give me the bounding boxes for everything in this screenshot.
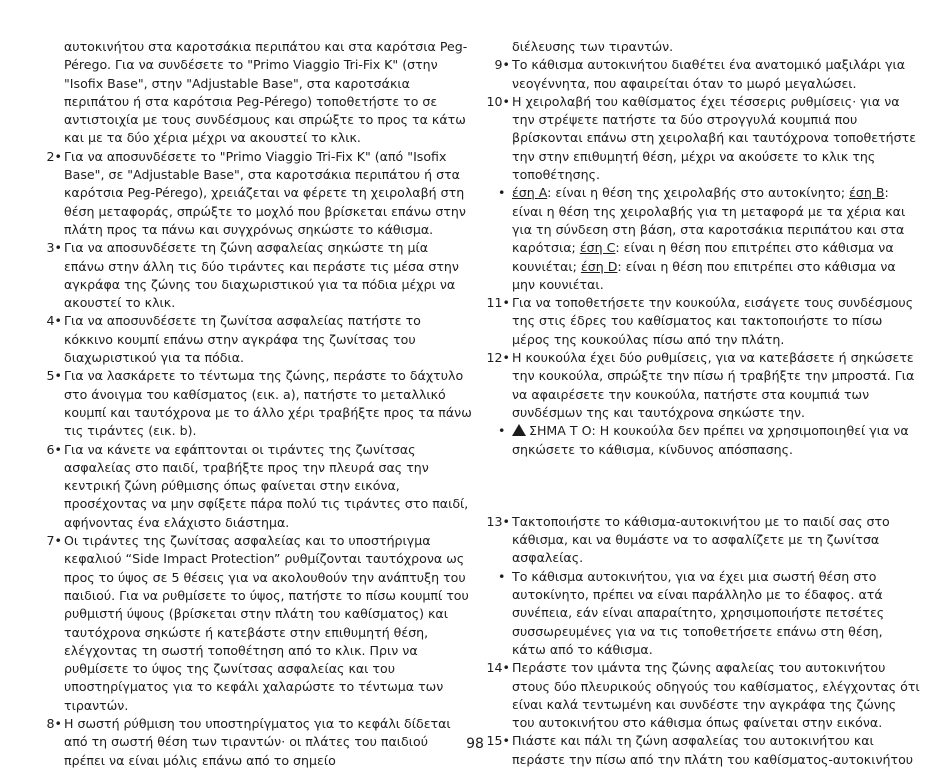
item-text: Για να αποσυνδέσετε το "Primo Viaggio Tri-Fix K" (από "Isofix Base", σε "Adjustable Base", στα καροτσάκια περιπάτου ή στα καρότσια Peg-Pérego), χρειάζεται να φέρετε τη χειρολαβή στη θέση μεταφοράς, σπρώξτε το μοχλό που βρίσκεται επάνω στην πλάτη προς τα πάνω και συγχρόνως σηκώστε το κάθισμα. xyxy=(64,148,466,237)
instruction-1-continued xyxy=(44,38,472,148)
instruction-11 xyxy=(486,294,920,349)
item-number: 12• xyxy=(486,350,510,366)
left-column xyxy=(44,38,472,770)
item-number: 6• xyxy=(46,441,62,457)
instruction-9 xyxy=(492,56,920,93)
item-text: Για να αποσυνδέσετε τη ζώνη ασφαλείας σηκώστε τη μία επάνω στην άλλη τις δύο τιράντες και περάστε τις μέσα στην αγκράφα της ζώνης του διαχωριστικού για τα πόδια μέχρι να ακουστεί το κλικ. xyxy=(64,240,459,311)
item-text: Για να τοποθετήσετε την κουκούλα, εισάγετε τους συνδέσμους της στις έδρες του καθίσματος και τακτοποιήστε το πίσω μέρος της κουκούλας πίσω από την πλάτη. xyxy=(512,295,914,347)
item-text: Πιάστε και πάλι τη ζώνη ασφαλείας του αυτοκινήτου και περάστε την πίσω από την πλάτη του καθίσματος-αυτοκινήτου xyxy=(512,733,914,767)
instruction-12 xyxy=(486,349,920,422)
item-text: Η χειρολαβή του καθίσματος έχει τέσσερις ρυθμίσεις· για να την στρέψετε πατήστε τα δύο στρογγυλά κουμπιά που βρίσκονται επάνω στη χειρολαβή και ταυτόχρονα τοποθετήστε την στην επιθυμητή θέση, μέχρι να ακούσετε το κλικ της τοποθέτησης. xyxy=(512,93,917,183)
page-number: 98 xyxy=(466,736,484,752)
warning-icon xyxy=(512,424,526,436)
position-a-text: : είναι η θέση της χειρολαβής στο αυτοκίνητο; xyxy=(547,185,846,201)
bullet: • xyxy=(498,568,506,584)
instruction-7 xyxy=(44,532,472,715)
instruction-6 xyxy=(44,441,472,532)
item-number: 15• xyxy=(486,733,510,749)
position-b-label: έση B xyxy=(849,185,885,201)
instruction-2 xyxy=(44,148,472,239)
item-number: 3• xyxy=(46,240,62,256)
bullet-text: Το κάθισμα αυτοκινήτου, για να έχει μια σωστή θέση στο αυτοκίνητο, πρέπει να είναι παράλληλο με το έδαφος. ατά συνέπεια, εάν είναι απαραίτητο, χρησιμοποιήστε πετσέτες συσσωρευμένες για να τις τοποθετήσετε επάνω στη θέση, κάτω από το κάθισμα. xyxy=(512,568,885,657)
item-text: Οι τιράντες της ζωνίτσας ασφαλείας και το υποστήριγμα κεφαλιού “Side Impact Protection” ρυθμίζονται ταυτόχρονα ως προς το ύψος σε 5 θέσεις για να ακολουθούν την ανάπτυξη του παιδιού. Για να ρυθμίσετε το ύψος, πατήστε το πίσω κουμπί του ρυθμιστή ύψους (βρίσκεται στην πλάτη του καθίσματος) και ταυτόχρονα σηκώστε ή κατεβάστε στην επιθυμητή θέση, ελέγχοντας τη σωστή τοποθέτηση από το κλικ. Πριν να ρυθμίσετε το ύψος της ζωνίτσας ασφαλείας και του υποστηρίγματος για το κεφάλι χαλαρώστε το τέντωμα των τιραντών. xyxy=(64,533,469,713)
bullet: • xyxy=(498,185,506,201)
item-number: 7• xyxy=(46,533,62,549)
bullet: • xyxy=(498,423,506,439)
item-number: 5• xyxy=(46,368,62,384)
position-d-text: : είναι η θέση που επιτρέπει στο κάθισμα να μην κουνιέται. xyxy=(512,258,896,292)
section-gap xyxy=(492,459,920,513)
item-number: 4• xyxy=(46,313,62,329)
instruction-4 xyxy=(44,312,472,367)
instruction-14 xyxy=(486,659,920,732)
position-c-label: έση C xyxy=(579,240,616,256)
instruction-3 xyxy=(44,239,472,312)
item-text: Το κάθισμα αυτοκινήτου διαθέτει ένα ανατομικό μαξιλάρι για νεογέννητα, που αφαιρείται όταν το μωρό μεγαλώσει. xyxy=(512,57,906,91)
handle-positions-bullet xyxy=(492,184,920,294)
instruction-5 xyxy=(44,367,472,440)
warning-text: Η κουκούλα δεν πρέπει να χρησιμοποιηθεί για να σηκώσετε το κάθισμα, κίνδυνος απόσπασης. xyxy=(512,423,909,457)
item-text: Περάστε τον ιμάντα της ζώνης αφαλείας του αυτοκινήτου στους δύο πλευρικούς οδηγούς του καθίσματος, ελέγχοντας ότι είναι καλά τεντωμένη και συνδέστε την αγκράφα της ζώνης του αυτοκινήτου στο κάθισμα όπως φαίνεται στην εικόνα. xyxy=(512,660,920,731)
paragraph-text: αυτοκινήτου στα καροτσάκια περιπάτου και στα καρότσια Peg-Pérego. Για να συνδέσετε το "Primo Viaggio Tri-Fix K" (στην "Isofix Base", στην "Adjustable Base", στα καροτσάκια περιπάτου ή στα καρότσια Peg-Pérego) τοποθετήστε το σε αντιστοιχία με τους συνδέσμους και σπρώξτε το προς τα κάτω και με τα δύο χέρια μέχρι να ακουστεί το κλικ. xyxy=(64,39,468,146)
position-c-text: : είναι η θέση που επιτρέπει στο κάθισμα να κουνιέται; xyxy=(512,240,894,274)
item-number: 14• xyxy=(486,660,510,676)
instruction-8-continued xyxy=(492,38,920,56)
level-seat-bullet xyxy=(492,568,920,659)
item-text: Τακτοποιήστε το κάθισμα-αυτοκινήτου με το παιδί σας στο κάθισμα, και να θυμάστε να το ασφαλίζετε με τη ζωνίτσα ασφαλείας. xyxy=(512,513,890,566)
item-number: 8• xyxy=(46,715,62,731)
right-column xyxy=(486,38,920,769)
item-number: 10• xyxy=(486,93,510,109)
item-text: Η σωστή ρύθμιση του υποστηρίγματος για το κεφάλι δίδεται από τη σωστή θέση των τιραντών· οι πλάτες του παιδιού πρέπει να είναι μόλις επάνω από το σημείο xyxy=(64,715,451,768)
paragraph-text: διέλευσης των τιραντών. xyxy=(512,39,674,54)
item-number: 11• xyxy=(486,295,510,311)
warning-label: ΣΗΜΑ Τ Ο: xyxy=(529,423,596,439)
instruction-10 xyxy=(486,93,920,184)
item-number: 2• xyxy=(46,148,62,164)
item-text: Για να αποσυνδέσετε τη ζωνίτσα ασφαλείας πατήστε το κόκκινο κουμπί επάνω στην αγκράφα της ζωνίτσας του διαχωριστικού για τα πόδια. xyxy=(64,313,421,366)
item-number: 13• xyxy=(486,513,510,529)
item-text: Για να κάνετε να εφάπτονται οι τιράντες της ζωνίτσας ασφαλείας στο παιδί, τραβήξτε προς την πλευρά σας την κεντρική ζώνη ρύθμισης όπως φαίνεται στην εικόνα, προσέχοντας να μην σφίξετε πάρα πολύ τις τιράντες στο παιδί, αφήνοντας ένα ελάχιστο διάστημα. xyxy=(64,441,469,530)
warning-bullet xyxy=(492,422,920,459)
instruction-13 xyxy=(486,513,920,568)
item-text: Για να λασκάρετε το τέντωμα της ζώνης, περάστε το δάχτυλο στο άνοιγμα του καθίσματος (εικ. a), πατήστε το μεταλλικό κουμπί και ταυτόχρονα με το άλλο χέρι τραβήξτε προς τα πάνω τις τιράντες (εικ. b). xyxy=(64,368,472,439)
item-number: 9• xyxy=(494,57,510,73)
item-text: Η κουκούλα έχει δύο ρυθμίσεις, για να κατεβάσετε ή σηκώσετε την κουκούλα, σπρώξτε την πίσω ή τραβήξτε την μπροστά. Για να αφαιρέσετε την κουκούλα, πατήστε στα κουμπιά των συνδέσμων της και ταυτόχρονα σηκώστε την. xyxy=(512,350,915,420)
position-a-label: έση A xyxy=(512,185,548,201)
position-b-text: : είναι η θέση της χειρολαβής για τη μεταφορά με τα χέρια και για τη σύνδεση στη βάση, στα καροτσάκια περιπάτου και στα καρότσια; xyxy=(512,185,906,256)
position-d-label: έση D xyxy=(580,258,618,274)
